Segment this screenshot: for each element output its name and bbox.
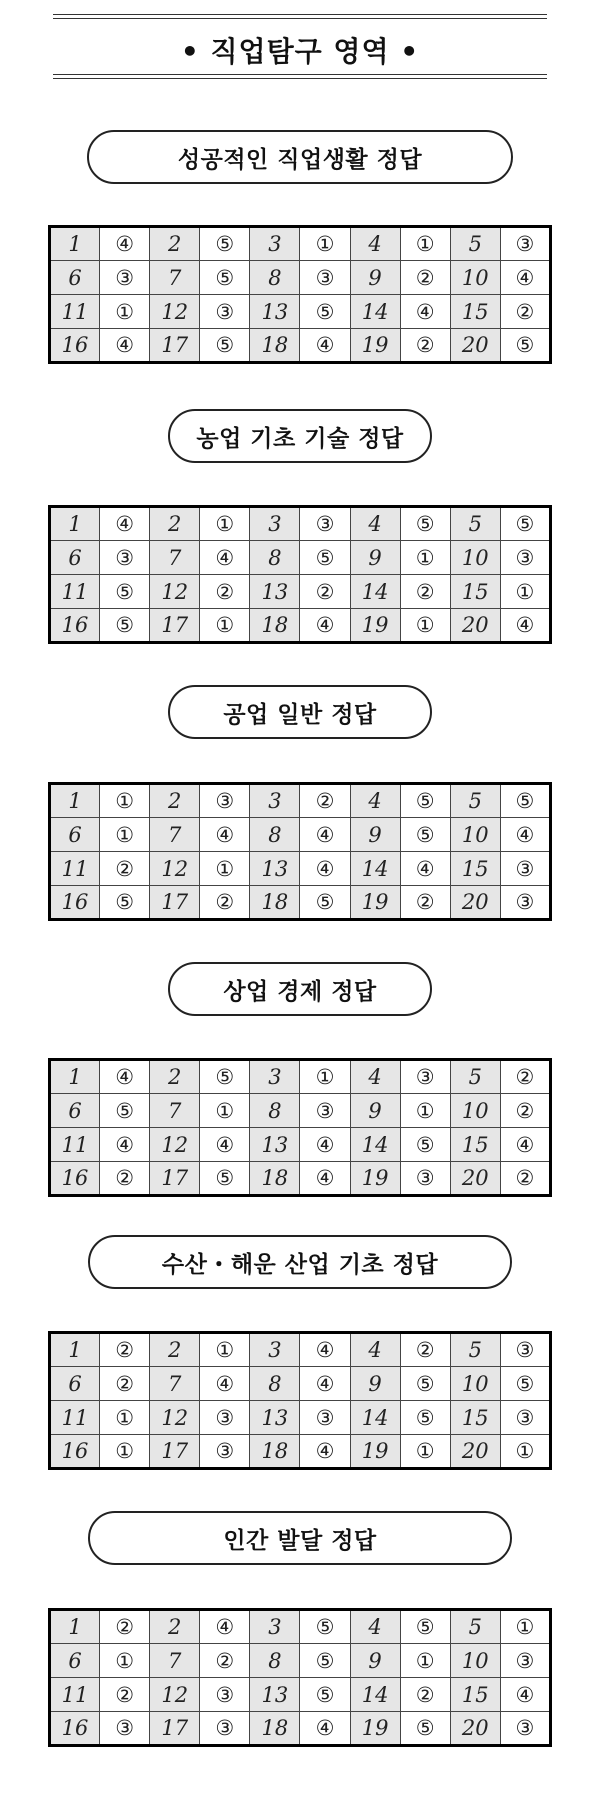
table-row [50, 541, 551, 575]
question-number: 1 [50, 1333, 100, 1367]
question-number: 8 [250, 541, 300, 575]
question-number: 11 [50, 1678, 100, 1712]
question-number: 3 [250, 784, 300, 818]
answer-choice: ④ [100, 1060, 150, 1094]
answer-choice: ④ [300, 1128, 350, 1162]
question-number: 8 [250, 1094, 300, 1128]
header-bottom-rule-inner [53, 74, 547, 75]
answer-choice: ④ [200, 1367, 250, 1401]
answer-choice: ⑤ [200, 329, 250, 363]
answer-choice: ③ [200, 1401, 250, 1435]
answer-choice: ⑤ [300, 541, 350, 575]
question-number: 19 [350, 1435, 400, 1469]
question-number: 20 [450, 1435, 500, 1469]
answer-choice: ④ [500, 1678, 550, 1712]
answer-choice: ③ [100, 1712, 150, 1746]
question-number: 6 [50, 261, 100, 295]
question-number: 5 [450, 1060, 500, 1094]
question-number: 12 [150, 295, 200, 329]
question-number: 2 [150, 1333, 200, 1367]
question-number: 4 [350, 784, 400, 818]
table-row [50, 886, 551, 920]
question-number: 19 [350, 1162, 400, 1196]
question-number: 4 [350, 1333, 400, 1367]
answer-choice: ④ [200, 541, 250, 575]
question-number: 8 [250, 818, 300, 852]
section-title: 수산・해운 산업 기초 정답 [88, 1235, 512, 1289]
question-number: 17 [150, 1435, 200, 1469]
question-number: 1 [50, 1060, 100, 1094]
answer-choice: ④ [300, 329, 350, 363]
question-number: 16 [50, 1435, 100, 1469]
table-row [50, 1094, 551, 1128]
table-row [50, 1367, 551, 1401]
question-number: 11 [50, 1401, 100, 1435]
question-number: 18 [250, 1712, 300, 1746]
page-title: • 직업탐구 영역 • [180, 35, 420, 68]
question-number: 20 [450, 1712, 500, 1746]
question-number: 2 [150, 1060, 200, 1094]
question-number: 15 [450, 295, 500, 329]
question-number: 15 [450, 1401, 500, 1435]
question-number: 13 [250, 1128, 300, 1162]
question-number: 17 [150, 1712, 200, 1746]
answer-choice: ④ [200, 818, 250, 852]
answer-choice: ③ [100, 541, 150, 575]
answer-choice: ③ [200, 1435, 250, 1469]
question-number: 16 [50, 886, 100, 920]
question-number: 15 [450, 575, 500, 609]
question-number: 12 [150, 1678, 200, 1712]
answer-choice: ⑤ [300, 1644, 350, 1678]
answer-choice: ① [200, 1333, 250, 1367]
question-number: 13 [250, 575, 300, 609]
answer-choice: ④ [300, 1162, 350, 1196]
answer-choice: ② [400, 1333, 450, 1367]
section-title: 상업 경제 정답 [168, 962, 432, 1016]
answer-choice: ③ [500, 852, 550, 886]
question-number: 1 [50, 1610, 100, 1644]
answer-choice: ③ [200, 295, 250, 329]
table-row [50, 1678, 551, 1712]
question-number: 18 [250, 1435, 300, 1469]
answer-choice: ① [300, 227, 350, 261]
answer-choice: ② [100, 1610, 150, 1644]
answer-choice: ④ [300, 1435, 350, 1469]
answer-choice: ③ [500, 227, 550, 261]
question-number: 7 [150, 541, 200, 575]
question-number: 13 [250, 1678, 300, 1712]
answer-choice: ⑤ [200, 261, 250, 295]
question-number: 13 [250, 295, 300, 329]
answer-choice: ① [500, 1435, 550, 1469]
answer-choice: ③ [200, 1678, 250, 1712]
question-number: 2 [150, 507, 200, 541]
table-row [50, 1162, 551, 1196]
question-number: 10 [450, 1367, 500, 1401]
question-number: 13 [250, 852, 300, 886]
table-row [50, 1060, 551, 1094]
answer-choice: ⑤ [400, 1128, 450, 1162]
question-number: 20 [450, 886, 500, 920]
question-number: 5 [450, 227, 500, 261]
question-number: 8 [250, 261, 300, 295]
question-number: 7 [150, 1367, 200, 1401]
answer-choice: ④ [400, 295, 450, 329]
question-number: 19 [350, 329, 400, 363]
question-number: 9 [350, 1094, 400, 1128]
table-row [50, 507, 551, 541]
question-number: 10 [450, 541, 500, 575]
answer-choice: ② [100, 852, 150, 886]
question-number: 16 [50, 1712, 100, 1746]
question-number: 16 [50, 1162, 100, 1196]
question-number: 9 [350, 261, 400, 295]
answer-choice: ② [100, 1162, 150, 1196]
question-number: 4 [350, 227, 400, 261]
question-number: 3 [250, 1333, 300, 1367]
header-bottom-rule [53, 78, 547, 79]
answer-choice: ⑤ [400, 1712, 450, 1746]
answer-choice: ③ [500, 1333, 550, 1367]
question-number: 14 [350, 575, 400, 609]
page-header [53, 14, 547, 80]
answer-choice: ④ [300, 1333, 350, 1367]
answer-choice: ① [200, 1094, 250, 1128]
question-number: 5 [450, 1610, 500, 1644]
answer-choice: ④ [500, 609, 550, 643]
answer-choice: ① [500, 575, 550, 609]
answer-choice: ② [200, 1644, 250, 1678]
question-number: 15 [450, 1128, 500, 1162]
answer-choice: ⑤ [500, 784, 550, 818]
question-number: 10 [450, 1094, 500, 1128]
table-row [50, 1435, 551, 1469]
answer-choice: ⑤ [400, 784, 450, 818]
table-row [50, 1128, 551, 1162]
answer-choice: ③ [500, 1644, 550, 1678]
answer-choice: ⑤ [500, 507, 550, 541]
answer-choice: ⑤ [200, 227, 250, 261]
answer-choice: ④ [100, 227, 150, 261]
answer-choice: ⑤ [200, 1162, 250, 1196]
answer-choice: ⑤ [100, 886, 150, 920]
answer-choice: ② [400, 261, 450, 295]
answer-choice: ⑤ [100, 1094, 150, 1128]
question-number: 4 [350, 1060, 400, 1094]
table-row [50, 575, 551, 609]
answer-choice: ① [100, 784, 150, 818]
question-number: 20 [450, 609, 500, 643]
question-number: 7 [150, 1094, 200, 1128]
answer-choice: ④ [500, 818, 550, 852]
question-number: 4 [350, 1610, 400, 1644]
question-number: 1 [50, 227, 100, 261]
answer-choice: ② [300, 575, 350, 609]
section-title: 성공적인 직업생활 정답 [87, 130, 513, 184]
answer-choice: ⑤ [400, 1610, 450, 1644]
answer-choice: ② [400, 575, 450, 609]
answer-choice: ⑤ [300, 1610, 350, 1644]
question-number: 20 [450, 1162, 500, 1196]
table-row [50, 1333, 551, 1367]
question-number: 4 [350, 507, 400, 541]
answer-choice: ③ [300, 507, 350, 541]
answer-choice: ② [100, 1678, 150, 1712]
answer-choice: ① [100, 295, 150, 329]
answer-choice: ③ [500, 541, 550, 575]
answer-table [48, 1058, 552, 1197]
table-row [50, 1610, 551, 1644]
answer-choice: ① [400, 1094, 450, 1128]
answer-choice: ① [200, 852, 250, 886]
question-number: 6 [50, 1367, 100, 1401]
question-number: 17 [150, 329, 200, 363]
answer-choice: ③ [300, 261, 350, 295]
question-number: 12 [150, 1401, 200, 1435]
answer-choice: ⑤ [500, 329, 550, 363]
question-number: 5 [450, 1333, 500, 1367]
question-number: 13 [250, 1401, 300, 1435]
answer-choice: ③ [200, 1712, 250, 1746]
answer-choice: ② [400, 886, 450, 920]
question-number: 3 [250, 507, 300, 541]
answer-choice: ① [400, 541, 450, 575]
question-number: 2 [150, 784, 200, 818]
answer-choice: ① [400, 609, 450, 643]
question-number: 9 [350, 1367, 400, 1401]
answer-choice: ② [100, 1333, 150, 1367]
answer-choice: ① [200, 609, 250, 643]
section-title: 공업 일반 정답 [168, 685, 432, 739]
answer-choice: ② [100, 1367, 150, 1401]
answer-table [48, 505, 552, 644]
answer-choice: ③ [100, 261, 150, 295]
header-top-rule [53, 14, 547, 15]
answer-choice: ② [200, 575, 250, 609]
question-number: 10 [450, 261, 500, 295]
question-number: 18 [250, 886, 300, 920]
question-number: 6 [50, 1644, 100, 1678]
table-row [50, 609, 551, 643]
question-number: 17 [150, 886, 200, 920]
table-row [50, 329, 551, 363]
answer-table [48, 225, 552, 364]
question-number: 14 [350, 295, 400, 329]
answer-choice: ③ [200, 784, 250, 818]
question-number: 18 [250, 1162, 300, 1196]
answer-choice: ① [100, 1435, 150, 1469]
question-number: 5 [450, 507, 500, 541]
question-number: 2 [150, 227, 200, 261]
table-row [50, 227, 551, 261]
answer-choice: ② [500, 1060, 550, 1094]
table-row [50, 1712, 551, 1746]
answer-table [48, 1331, 552, 1470]
answer-choice: ⑤ [500, 1367, 550, 1401]
question-number: 17 [150, 1162, 200, 1196]
question-number: 9 [350, 541, 400, 575]
answer-choice: ④ [100, 329, 150, 363]
question-number: 6 [50, 818, 100, 852]
answer-choice: ② [200, 886, 250, 920]
question-number: 20 [450, 329, 500, 363]
answer-choice: ③ [500, 1401, 550, 1435]
answer-choice: ① [100, 1644, 150, 1678]
question-number: 5 [450, 784, 500, 818]
answer-choice: ④ [300, 818, 350, 852]
answer-choice: ④ [300, 1712, 350, 1746]
question-number: 10 [450, 1644, 500, 1678]
question-number: 14 [350, 852, 400, 886]
answer-choice: ④ [300, 852, 350, 886]
question-number: 15 [450, 1678, 500, 1712]
answer-choice: ② [400, 1678, 450, 1712]
answer-choice: ③ [500, 886, 550, 920]
question-number: 3 [250, 1060, 300, 1094]
question-number: 3 [250, 227, 300, 261]
question-number: 12 [150, 575, 200, 609]
question-number: 7 [150, 261, 200, 295]
answer-choice: ① [500, 1610, 550, 1644]
answer-choice: ⑤ [100, 609, 150, 643]
answer-choice: ⑤ [300, 886, 350, 920]
question-number: 7 [150, 818, 200, 852]
header-top-rule-inner [53, 18, 547, 19]
table-row [50, 784, 551, 818]
question-number: 16 [50, 329, 100, 363]
answer-choice: ⑤ [100, 575, 150, 609]
answer-choice: ① [200, 507, 250, 541]
answer-choice: ③ [300, 1094, 350, 1128]
answer-choice: ① [100, 818, 150, 852]
table-row [50, 295, 551, 329]
question-number: 6 [50, 541, 100, 575]
answer-choice: ④ [400, 852, 450, 886]
answer-choice: ② [400, 329, 450, 363]
question-number: 1 [50, 784, 100, 818]
answer-choice: ① [100, 1401, 150, 1435]
answer-choice: ⑤ [400, 507, 450, 541]
question-number: 17 [150, 609, 200, 643]
table-row [50, 261, 551, 295]
question-number: 19 [350, 1712, 400, 1746]
question-number: 11 [50, 575, 100, 609]
table-row [50, 818, 551, 852]
question-number: 8 [250, 1367, 300, 1401]
question-number: 18 [250, 329, 300, 363]
question-number: 14 [350, 1128, 400, 1162]
answer-table [48, 782, 552, 921]
section-title: 인간 발달 정답 [88, 1511, 512, 1565]
answer-choice: ⑤ [300, 295, 350, 329]
answer-choice: ⑤ [200, 1060, 250, 1094]
answer-choice: ④ [500, 1128, 550, 1162]
answer-choice: ⑤ [400, 818, 450, 852]
question-number: 9 [350, 1644, 400, 1678]
question-number: 11 [50, 1128, 100, 1162]
question-number: 15 [450, 852, 500, 886]
question-number: 9 [350, 818, 400, 852]
question-number: 11 [50, 852, 100, 886]
answer-choice: ⑤ [400, 1367, 450, 1401]
question-number: 16 [50, 609, 100, 643]
answer-choice: ④ [100, 1128, 150, 1162]
answer-choice: ① [400, 1644, 450, 1678]
question-number: 10 [450, 818, 500, 852]
answer-choice: ④ [100, 507, 150, 541]
answer-choice: ② [500, 1162, 550, 1196]
answer-choice: ④ [300, 609, 350, 643]
answer-choice: ③ [300, 1401, 350, 1435]
question-number: 18 [250, 609, 300, 643]
question-number: 3 [250, 1610, 300, 1644]
answer-choice: ③ [500, 1712, 550, 1746]
answer-choice: ④ [500, 261, 550, 295]
answer-choice: ② [300, 784, 350, 818]
question-number: 12 [150, 852, 200, 886]
question-number: 8 [250, 1644, 300, 1678]
table-row [50, 852, 551, 886]
section-title: 농업 기초 기술 정답 [168, 409, 432, 463]
answer-choice: ① [400, 227, 450, 261]
question-number: 14 [350, 1678, 400, 1712]
question-number: 11 [50, 295, 100, 329]
answer-choice: ② [500, 1094, 550, 1128]
question-number: 12 [150, 1128, 200, 1162]
answer-choice: ③ [400, 1162, 450, 1196]
question-number: 19 [350, 609, 400, 643]
question-number: 7 [150, 1644, 200, 1678]
answer-choice: ③ [400, 1060, 450, 1094]
question-number: 6 [50, 1094, 100, 1128]
question-number: 14 [350, 1401, 400, 1435]
answer-choice: ④ [300, 1367, 350, 1401]
answer-choice: ④ [200, 1128, 250, 1162]
answer-choice: ④ [200, 1610, 250, 1644]
answer-choice: ② [500, 295, 550, 329]
table-row [50, 1401, 551, 1435]
table-row [50, 1644, 551, 1678]
answer-choice: ⑤ [300, 1678, 350, 1712]
answer-table [48, 1608, 552, 1747]
answer-choice: ① [400, 1435, 450, 1469]
question-number: 2 [150, 1610, 200, 1644]
question-number: 1 [50, 507, 100, 541]
question-number: 19 [350, 886, 400, 920]
answer-choice: ⑤ [400, 1401, 450, 1435]
answer-choice: ① [300, 1060, 350, 1094]
